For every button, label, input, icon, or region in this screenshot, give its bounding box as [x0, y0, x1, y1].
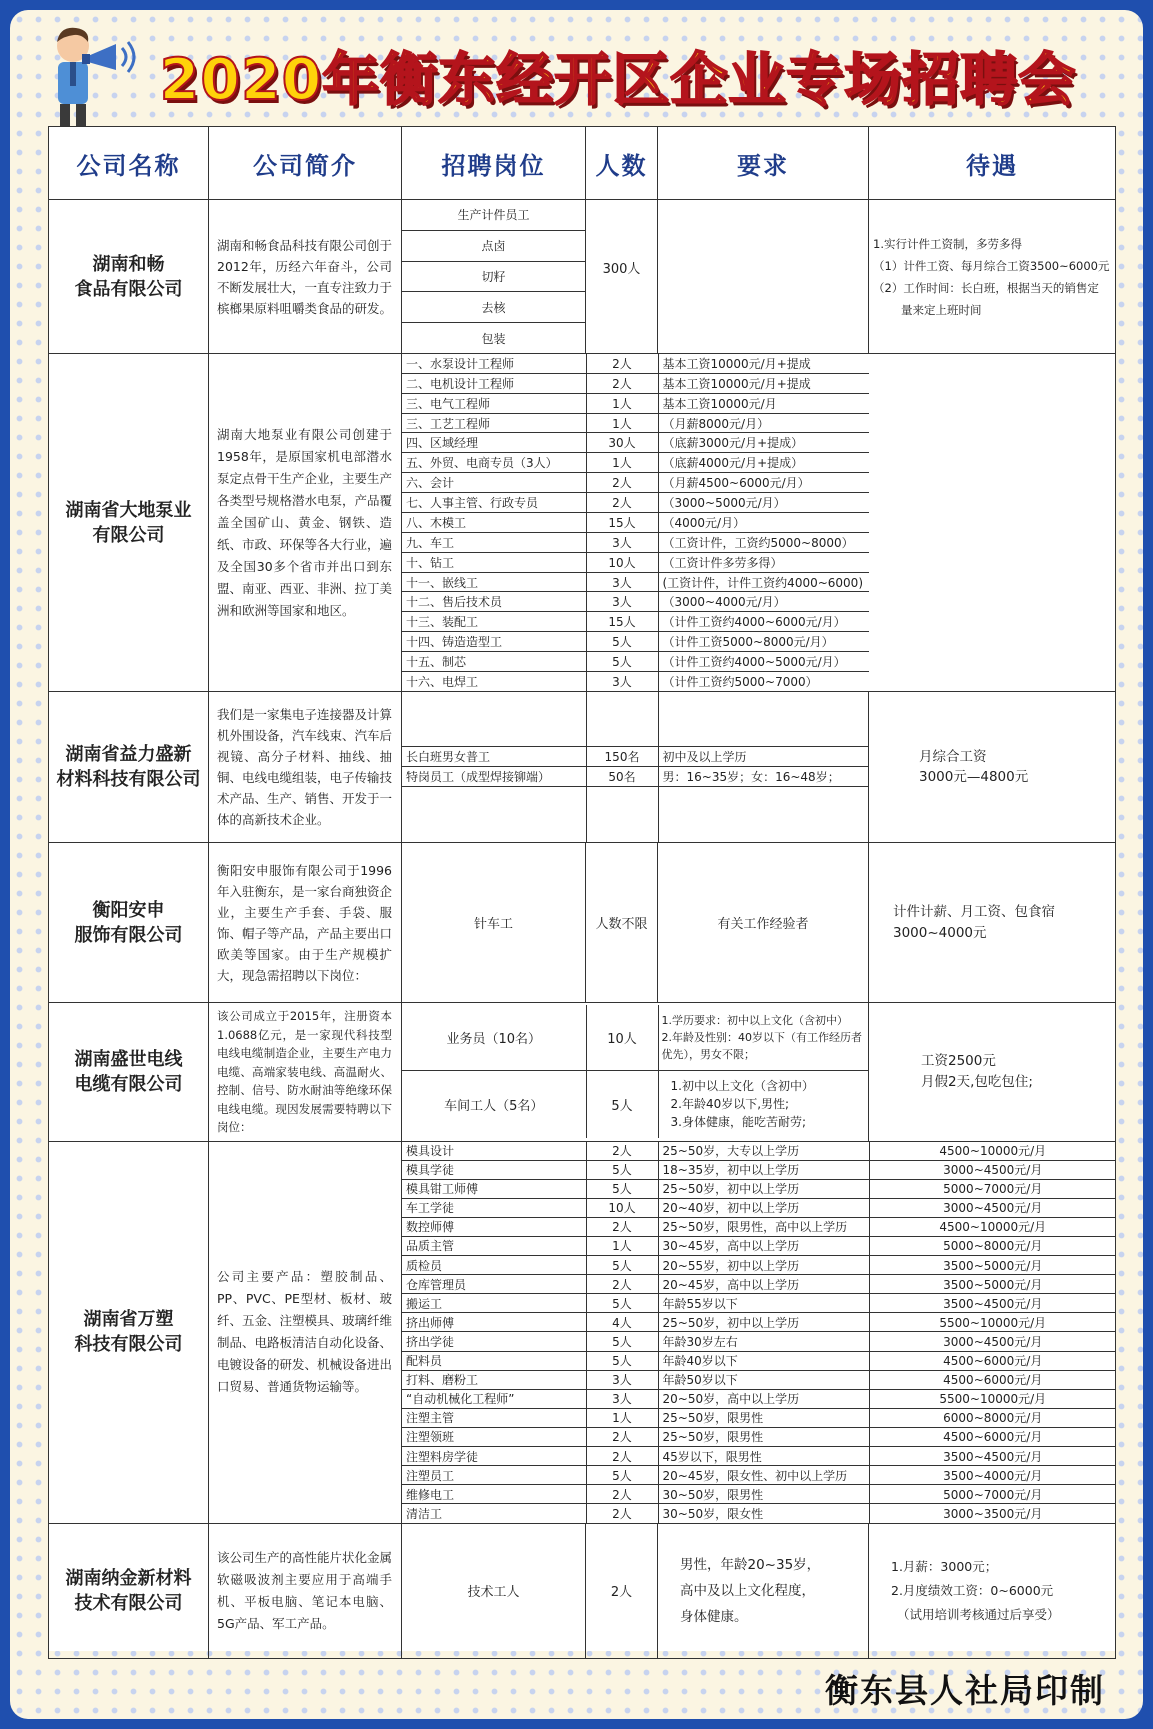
position-count: 2人	[586, 1504, 658, 1523]
positions-cell	[402, 692, 869, 843]
benefit-line: （2）工作时间：长白班，根据当天的销售定	[873, 280, 1099, 295]
position-item: 数控师傅	[402, 1217, 586, 1236]
position-item: 挤出师傅	[402, 1313, 586, 1332]
position-row	[402, 1294, 1116, 1313]
position-benefit: 3500~5000元/月	[869, 1275, 1116, 1294]
position-row	[402, 572, 1116, 592]
position-requirement: 基本工资10000元/月+提成	[658, 373, 869, 393]
company-name: 湖南省益力盛新 材料科技有限公司	[49, 692, 209, 843]
position-requirement: （计件工资约5000~7000）	[658, 671, 869, 691]
position-requirement: （3000~5000元/月）	[658, 493, 869, 513]
position-count: 50名	[586, 766, 658, 786]
position-row	[402, 1504, 1116, 1523]
poster-board	[10, 10, 1143, 1719]
position-count: 15人	[586, 512, 658, 532]
position-row	[402, 1427, 1116, 1446]
position-row	[402, 1217, 1116, 1236]
position-benefit: 4500~6000元/月	[869, 1370, 1116, 1389]
position-benefit: 3000~4500元/月	[869, 1332, 1116, 1351]
company-intro: 公司主要产品：塑胶制品、PP、PVC、PE型材、板材、玻纤、五金、注塑模具、玻璃纤维制品、电路板清洁自动化设备、电镀设备的研发、机械设备进出口贸易、普通货物运输等。	[209, 1141, 402, 1523]
company-name: 湖南盛世电线 电缆有限公司	[49, 1003, 209, 1142]
position-item: 十一、嵌线工	[402, 572, 586, 592]
position-count: 1人	[586, 393, 658, 413]
position-count: 10人	[586, 1198, 658, 1217]
header-intro: 公司简介	[209, 127, 402, 200]
position-requirement: 30~45岁，高中以上学历	[658, 1236, 869, 1255]
position-row	[402, 1332, 1116, 1351]
position-row	[402, 532, 1116, 552]
position-benefit: 3500~4500元/月	[869, 1446, 1116, 1465]
position-item: 质检员	[402, 1256, 586, 1275]
position-row	[402, 612, 1116, 632]
position-requirement: 25~50岁，限男性	[658, 1408, 869, 1427]
position-row	[402, 1142, 1116, 1161]
position-count: 1人	[586, 1408, 658, 1427]
company-row	[49, 692, 1116, 843]
benefits-cell: 计件计薪、月工资、包食宿 3000~4000元	[869, 843, 1116, 1003]
company-name: 湖南纳金新材料 技术有限公司	[49, 1523, 209, 1658]
position-requirement: 20~40岁，初中以上学历	[658, 1198, 869, 1217]
position-count: 2人	[586, 1446, 658, 1465]
position-count: 3人	[586, 592, 658, 612]
position-item: 二、电机设计工程师	[402, 373, 586, 393]
position-benefit: 5500~10000元/月	[869, 1313, 1116, 1332]
header-count: 人数	[586, 127, 658, 200]
position-item: 维修电工	[402, 1485, 586, 1504]
position-item: 业务员（10名）	[402, 1005, 586, 1070]
position-item: 配料员	[402, 1351, 586, 1370]
position-item: 品质主管	[402, 1236, 586, 1255]
position-row	[402, 1256, 1116, 1275]
position-item: 七、人事主管、行政专员	[402, 493, 586, 513]
position-requirement: （月薪8000元/月）	[658, 413, 869, 433]
benefits-cell	[869, 200, 1116, 354]
company-row	[49, 354, 1116, 692]
position-row	[402, 453, 1116, 473]
position-requirement: （月薪4500~6000元/月）	[658, 473, 869, 493]
position-list	[402, 200, 585, 353]
position-count: 5人	[586, 632, 658, 652]
benefit-line: 1.实行计件工资制，多劳多得	[873, 236, 1022, 251]
benefit-line: （1）计件工资、每月综合工资3500~6000元	[873, 258, 1110, 273]
position-row	[402, 373, 1116, 393]
position-benefit: 5000~7000元/月	[869, 1179, 1116, 1198]
position-row	[402, 1313, 1116, 1332]
positions-cell	[402, 1003, 869, 1142]
header-benefits: 待遇	[869, 127, 1116, 200]
position-count: 1人	[586, 413, 658, 433]
position-count: 2人	[586, 493, 658, 513]
position-benefit: 3500~5000元/月	[869, 1256, 1116, 1275]
position-item: 模具钳工师傅	[402, 1179, 586, 1198]
position-requirement: 年龄50岁以下	[658, 1370, 869, 1389]
position-item: 针车工	[402, 843, 586, 1003]
position-benefit: 3500~4500元/月	[869, 1294, 1116, 1313]
position-requirement: 25~50岁，大专以上学历	[658, 1142, 869, 1161]
requirements-cell: 有关工作经验者	[658, 843, 869, 1003]
position-benefit: 3000~3500元/月	[869, 1504, 1116, 1523]
company-intro: 湖南大地泵业有限公司创建于1958年，是原国家机电部潜水泵定点骨干生产企业，主要生产各类型号规格潜水电泵，产品覆盖全国矿山、黄金、钢铁、造纸、市政、环保等各大行业，遍及全国30多个省市并出口到东盟、南亚、西亚、非洲、拉丁美洲和欧洲等国家和地区。	[209, 354, 402, 692]
position-requirement: 20~45岁，高中以上学历	[658, 1275, 869, 1294]
positions-cell	[402, 354, 1116, 692]
position-requirement: 20~50岁，高中以上学历	[658, 1389, 869, 1408]
position-row	[402, 1275, 1116, 1294]
position-row	[402, 354, 1116, 373]
position-requirement: 25~50岁，限男性，高中以上学历	[658, 1217, 869, 1236]
position-row	[402, 433, 1116, 453]
position-item: 一、水泵设计工程师	[402, 354, 586, 373]
position-requirement: 30~50岁，限女性	[658, 1504, 869, 1523]
benefit-line: 量来定上班时间	[901, 302, 982, 317]
position-requirement: 25~50岁，初中以上学历	[658, 1179, 869, 1198]
position-count: 5人	[586, 1256, 658, 1275]
company-name: 湖南和畅 食品有限公司	[49, 200, 209, 354]
position-requirement: （4000元/月）	[658, 512, 869, 532]
position-requirement: 基本工资10000元/月	[658, 393, 869, 413]
position-benefit: 3000~4500元/月	[869, 1198, 1116, 1217]
table-header-row	[49, 127, 1116, 200]
position-row	[402, 512, 1116, 532]
position-count: 150名	[586, 746, 658, 766]
position-benefit: 6000~8000元/月	[869, 1408, 1116, 1427]
position-row	[402, 1408, 1116, 1427]
position-item: 包装	[481, 331, 506, 346]
position-count: 2人	[586, 473, 658, 493]
position-item: 技术工人	[402, 1523, 586, 1658]
position-item: 去核	[402, 292, 585, 323]
position-requirement: （3000~4000元/月）	[658, 592, 869, 612]
position-count: 5人	[586, 652, 658, 672]
position-count: 1人	[586, 453, 658, 473]
company-row	[49, 1523, 1116, 1658]
position-benefit: 5500~10000元/月	[869, 1389, 1116, 1408]
position-item: 车工学徒	[402, 1198, 586, 1217]
position-count: 30人	[586, 433, 658, 453]
position-requirement: 年龄30岁左右	[658, 1332, 869, 1351]
header-company: 公司名称	[49, 127, 209, 200]
position-item: 仓库管理员	[402, 1275, 586, 1294]
position-requirement: 1.初中以上文化（含初中） 2.年龄40岁以下,男性; 3.身体健康，能吃苦耐劳;	[658, 1070, 869, 1138]
benefit-line: 1.月薪：3000元；	[891, 1558, 998, 1574]
position-requirement: （计件工资5000~8000元/月）	[658, 632, 869, 652]
position-item: 三、工艺工程师	[402, 413, 586, 433]
company-row	[49, 1141, 1116, 1523]
position-item: 九、车工	[402, 532, 586, 552]
position-row	[402, 1466, 1116, 1485]
requirements-cell	[658, 200, 869, 354]
position-item: 生产计件员工	[402, 200, 585, 230]
position-item: 特岗员工（成型焊接铆端）	[402, 766, 586, 786]
position-list	[402, 354, 1116, 691]
position-row	[402, 1160, 1116, 1179]
position-requirement: 基本工资10000元/月+提成	[658, 354, 869, 373]
requirements-cell: 男性，年龄20~35岁， 高中及以上文化程度， 身体健康。	[658, 1523, 869, 1658]
position-requirement: 18~35岁，初中以上学历	[658, 1160, 869, 1179]
position-requirement: 25~50岁，限男性	[658, 1427, 869, 1446]
position-row	[402, 393, 1116, 413]
position-item: 八、木模工	[402, 512, 586, 532]
position-item: 六、会计	[402, 473, 586, 493]
position-count: 5人	[586, 1466, 658, 1485]
position-requirement: （工资计件，工资约5000~8000）	[658, 532, 869, 552]
position-row	[402, 671, 1116, 691]
position-requirement: 25~50岁，初中以上学历	[658, 1313, 869, 1332]
position-count: 5人	[586, 1179, 658, 1198]
position-requirement: 男：16~35岁；女：16~48岁；	[658, 766, 869, 786]
position-count: 2人	[586, 1275, 658, 1294]
position-count: 4人	[586, 1313, 658, 1332]
position-item: 点卤	[402, 230, 585, 261]
header-positions: 招聘岗位	[402, 127, 586, 200]
position-count: 5人	[586, 1070, 658, 1138]
benefits-cell: 工资2500元 月假2天,包吃包住;	[869, 1003, 1116, 1142]
position-count: 2人	[586, 1217, 658, 1236]
position-count: 2人	[586, 1485, 658, 1504]
position-count: 2人	[586, 1427, 658, 1446]
position-item: “自动机械化工程师”	[402, 1389, 586, 1408]
position-row	[402, 413, 1116, 433]
position-count: 5人	[586, 1294, 658, 1313]
company-intro: 湖南和畅食品科技有限公司创于2012年，历经六年奋斗，公司不断发展壮大，一直专注致力于槟榔果原料咀嚼类食品的研发。	[209, 200, 402, 354]
company-intro: 该公司成立于2015年，注册资本1.0688亿元，是一家现代科技型电线电缆制造企业，主要生产电力电缆、高端家装电线、高温耐火、控制、信号、防水耐油等绝缘环保电线电缆。现因发展需要特聘以下岗位：	[209, 1003, 402, 1142]
position-row	[402, 493, 1116, 513]
poster-title: 2020年衡东经开区企业专场招聘会	[159, 47, 1077, 113]
position-benefit: 5000~7000元/月	[869, 1485, 1116, 1504]
position-item: 切籽	[402, 261, 585, 292]
positions-cell	[402, 200, 586, 354]
job-table	[48, 126, 1116, 1659]
position-item: 十二、售后技术员	[402, 592, 586, 612]
position-count: 15人	[586, 612, 658, 632]
position-requirement: （底薪3000元/月+提成）	[658, 433, 869, 453]
position-count: 2人	[586, 1142, 658, 1161]
position-row	[402, 1389, 1116, 1408]
position-item: 三、电气工程师	[402, 393, 586, 413]
position-item: 注塑员工	[402, 1466, 586, 1485]
header-requirements: 要求	[658, 127, 869, 200]
position-list	[402, 1142, 1116, 1523]
position-item: 清洁工	[406, 1506, 443, 1521]
position-count: 5人	[586, 1160, 658, 1179]
position-requirement: 1.学历要求：初中以上文化（含初中） 2.年龄及性别：40岁以下（有工作经历者优先），男女不限；	[658, 1005, 869, 1070]
position-count: 5人	[586, 1351, 658, 1370]
count-cell: 人数不限	[586, 843, 658, 1003]
position-requirement: （计件工资约4000~5000元/月）	[658, 652, 869, 672]
position-item: 打料、磨粉工	[402, 1370, 586, 1389]
position-benefit: 4500~10000元/月	[869, 1217, 1116, 1236]
company-row	[49, 200, 1116, 354]
company-row	[49, 1003, 1116, 1142]
position-count: 3人	[586, 532, 658, 552]
position-count: 5人	[586, 1332, 658, 1351]
position-count: 10人	[586, 1005, 658, 1070]
position-benefit: 3000~4500元/月	[869, 1160, 1116, 1179]
benefit-line: （试用培训考核通过后享受）	[897, 1606, 1060, 1622]
position-requirement: (工资计件，计件工资约4000~6000)	[658, 572, 869, 592]
benefits-cell	[869, 1523, 1116, 1658]
count-cell: 2人	[586, 1523, 658, 1658]
company-name: 湖南省万塑 科技有限公司	[49, 1141, 209, 1523]
position-list	[402, 1005, 869, 1138]
position-benefit: 4500~6000元/月	[869, 1351, 1116, 1370]
footer-printer: 衡东县人社局印制	[825, 1671, 1105, 1710]
position-item: 四、区域经理	[402, 433, 586, 453]
position-requirement: 20~45岁，限女性、初中以上学历	[658, 1466, 869, 1485]
position-item: 车间工人（5名）	[444, 1098, 544, 1114]
position-row	[402, 473, 1116, 493]
position-benefit: 3500~4000元/月	[869, 1466, 1116, 1485]
position-row	[402, 1485, 1116, 1504]
position-item: 模具学徒	[402, 1160, 586, 1179]
position-count: 3人	[586, 572, 658, 592]
position-row	[402, 1370, 1116, 1389]
position-count: 3人	[586, 1389, 658, 1408]
position-count: 10人	[586, 552, 658, 572]
position-benefit: 4500~10000元/月	[869, 1142, 1116, 1161]
position-requirement: 30~50岁，限男性	[658, 1485, 869, 1504]
position-count: 2人	[586, 373, 658, 393]
position-requirement: （工资计件多劳多得）	[658, 552, 869, 572]
position-requirement: 45岁以下，限男性	[658, 1446, 869, 1465]
position-row	[402, 1236, 1116, 1255]
position-item: 十六、电焊工	[406, 674, 479, 689]
position-row	[402, 652, 1116, 672]
position-item: 注塑料房学徒	[402, 1446, 586, 1465]
position-count: 2人	[586, 354, 658, 373]
position-row	[402, 1179, 1116, 1198]
position-benefit: 5000~8000元/月	[869, 1236, 1116, 1255]
position-item: 长白班男女普工	[402, 746, 586, 766]
position-row	[402, 1198, 1116, 1217]
position-row	[402, 592, 1116, 612]
position-item: 注塑主管	[402, 1408, 586, 1427]
position-item: 十三、装配工	[402, 612, 586, 632]
position-item: 搬运工	[402, 1294, 586, 1313]
company-name: 湖南省大地泵业 有限公司	[49, 354, 209, 692]
position-item: 模具设计	[402, 1142, 586, 1161]
position-row	[402, 552, 1116, 572]
position-row	[402, 632, 1116, 652]
company-intro: 衡阳安申服饰有限公司于1996年入驻衡东，是一家台商独资企业，主要生产手套、手袋、服饰、帽子等产品，产品主要出口欧美等国家。由于生产规模扩大，现急需招聘以下岗位：	[209, 843, 402, 1003]
position-row	[402, 1446, 1116, 1465]
benefit-line: 2.月度绩效工资：0~6000元	[891, 1582, 1054, 1598]
position-item: 注塑领班	[402, 1427, 586, 1446]
position-item: 十四、铸造造型工	[402, 632, 586, 652]
position-item: 挤出学徒	[402, 1332, 586, 1351]
position-count: 3人	[586, 1370, 658, 1389]
position-count: 3人	[586, 671, 658, 691]
position-requirement: 初中及以上学历	[658, 746, 869, 766]
position-count: 1人	[586, 1236, 658, 1255]
benefits-cell: 月综合工资 3000元—4800元	[869, 692, 1116, 843]
position-requirement: 20~55岁，初中以上学历	[658, 1256, 869, 1275]
positions-cell	[402, 1141, 1116, 1523]
position-requirement: 年龄40岁以下	[658, 1351, 869, 1370]
position-requirement: 年龄55岁以下	[658, 1294, 869, 1313]
company-name: 衡阳安申 服饰有限公司	[49, 843, 209, 1003]
position-requirement: （底薪4000元/月+提成）	[658, 453, 869, 473]
position-list	[402, 692, 869, 842]
job-table-sheet	[48, 126, 1115, 1651]
position-item: 五、外贸、电商专员（3人）	[402, 453, 586, 473]
position-item: 十五、制芯	[402, 652, 586, 672]
company-row	[49, 843, 1116, 1003]
position-row	[402, 1351, 1116, 1370]
position-benefit: 4500~6000元/月	[869, 1427, 1116, 1446]
company-intro: 我们是一家集电子连接器及计算机外围设备，汽车线束、汽车后视镜、高分子材料、抽线、抽铜、电线电缆组装，电子传输技术产品、生产、销售、开发于一体的高新技术企业。	[209, 692, 402, 843]
position-item: 十、钻工	[402, 552, 586, 572]
count-cell: 300人	[586, 200, 658, 354]
company-intro: 该公司生产的高性能片状化金属软磁吸波剂主要应用于高端手机、平板电脑、笔记本电脑、5G产品、军工产品。	[209, 1523, 402, 1658]
position-requirement: （计件工资约4000~6000元/月）	[658, 612, 869, 632]
